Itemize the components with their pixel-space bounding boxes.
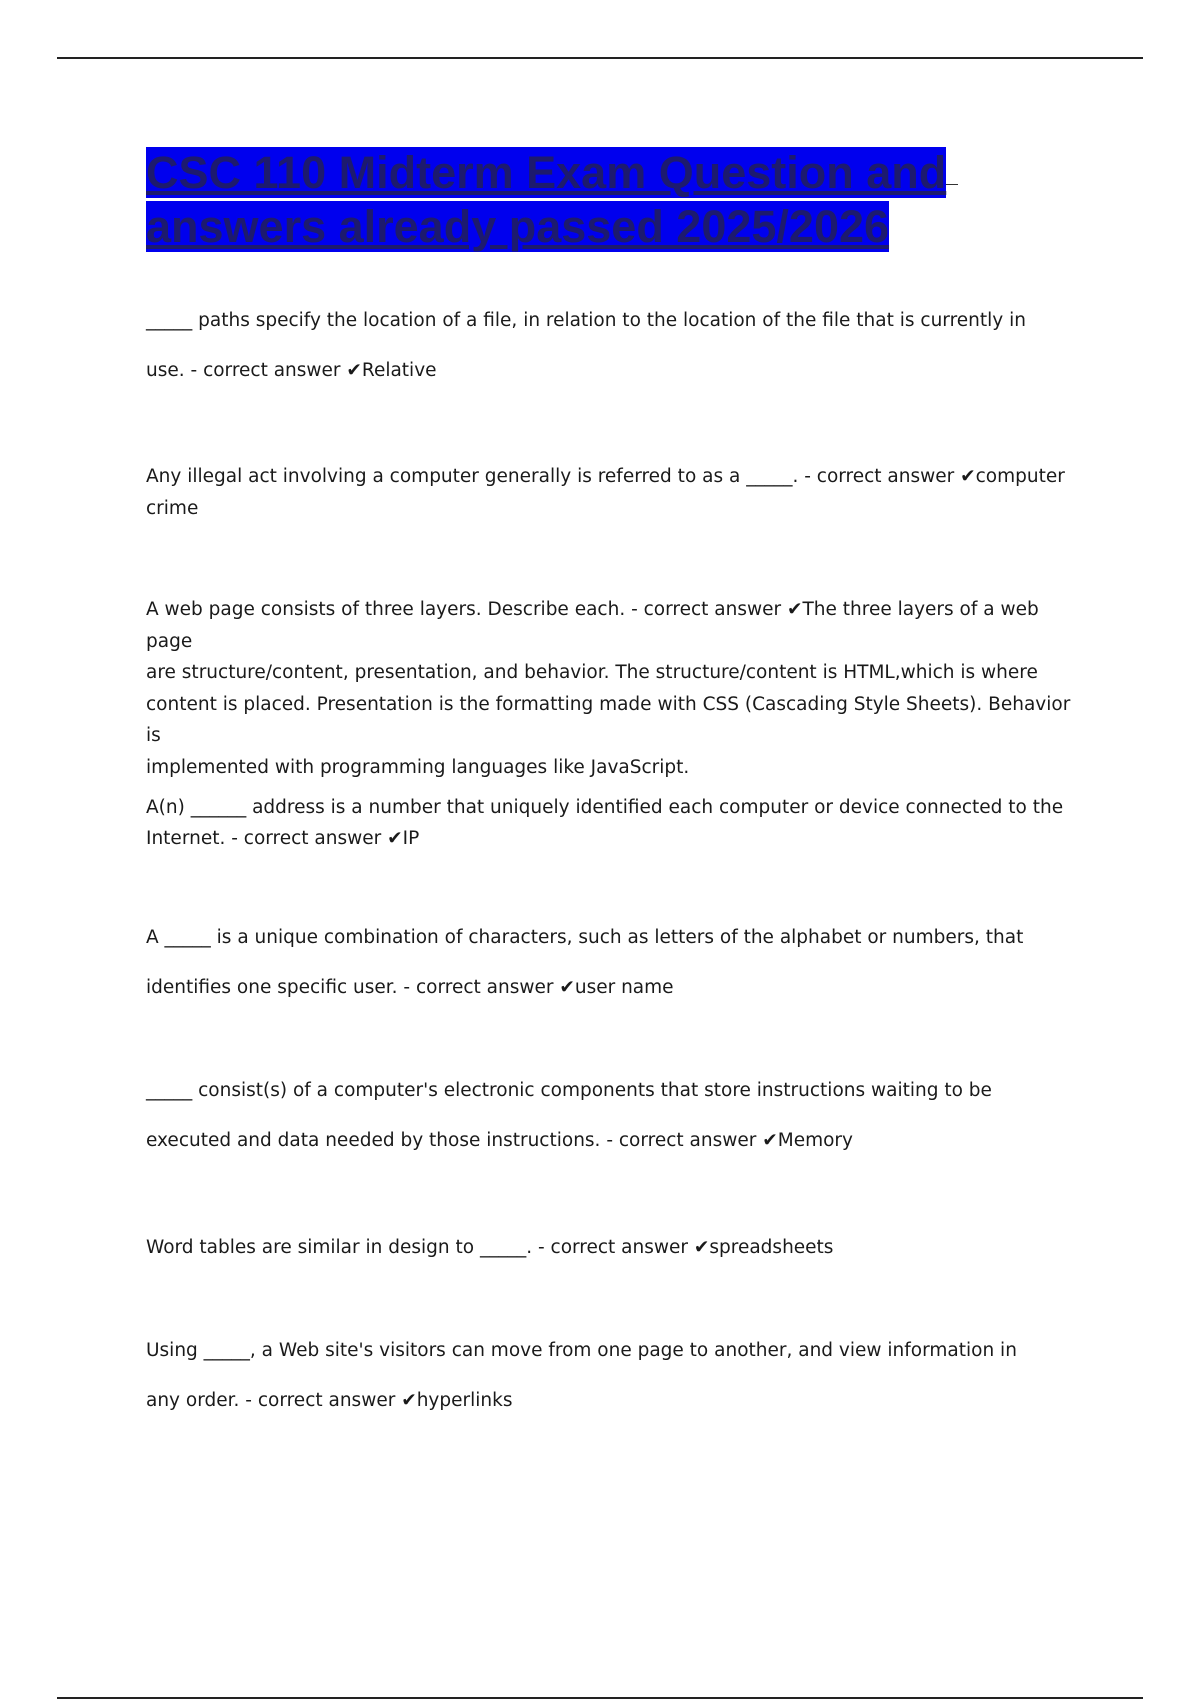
question-1: [146, 307, 1076, 385]
question-6: [146, 1077, 1076, 1155]
question-4-line-1: A(n) ______ address is a number that uniquely identified each computer or device connected to the: [146, 797, 1064, 818]
question-5-line-1: A _____ is a unique combination of characters, such as letters of the alphabet or numbers, that: [146, 927, 1024, 948]
question-1-line-2: use. - correct answer ✔Relative: [146, 360, 437, 381]
question-2: [146, 461, 1076, 525]
title-line-2[interactable]: answers already passed 2025/2026: [146, 201, 890, 252]
document-title[interactable]: [146, 146, 1026, 254]
question-7-line-1: Word tables are similar in design to _____. - correct answer ✔spreadsheets: [146, 1237, 834, 1258]
question-6-line-2: executed and data needed by those instructions. - correct answer ✔Memory: [146, 1130, 853, 1151]
question-5: [146, 924, 1076, 1002]
question-3-line-4: implemented with programming languages like JavaScript.: [146, 756, 690, 778]
question-7: [146, 1234, 1076, 1262]
top-rule: [57, 57, 1143, 59]
question-8: [146, 1337, 1076, 1415]
question-2-line-2: crime: [146, 498, 199, 519]
question-3-line-1: A web page consists of three layers. Describe each. - correct answer ✔The three layers of a web page: [146, 599, 1039, 652]
question-4-line-2: Internet. - correct answer ✔IP: [146, 828, 420, 849]
title-trailing-underscore: [946, 146, 958, 185]
question-3-line-3: content is placed. Presentation is the formatting made with CSS (Cascading Style Sheets). Behavior is: [146, 693, 1071, 746]
question-4: [146, 792, 1076, 854]
bottom-rule: [57, 1697, 1143, 1699]
question-3: [146, 594, 1076, 783]
question-8-line-2: any order. - correct answer ✔hyperlinks: [146, 1390, 513, 1411]
question-5-line-2: identifies one specific user. - correct answer ✔user name: [146, 977, 674, 998]
question-6-line-1: _____ consist(s) of a computer's electronic components that store instructions waiting to be: [146, 1080, 992, 1101]
question-8-line-1: Using _____, a Web site's visitors can move from one page to another, and view information in: [146, 1340, 1017, 1361]
title-line-1[interactable]: CSC 110 Midterm Exam Question and: [146, 147, 947, 198]
question-3-line-2: are structure/content, presentation, and behavior. The structure/content is HTML,which is where: [146, 662, 1038, 683]
question-1-line-1: _____ paths specify the location of a file, in relation to the location of the file that is currently in: [146, 310, 1026, 331]
question-2-line-1: Any illegal act involving a computer generally is referred to as a _____. - correct answer ✔computer: [146, 466, 1065, 487]
